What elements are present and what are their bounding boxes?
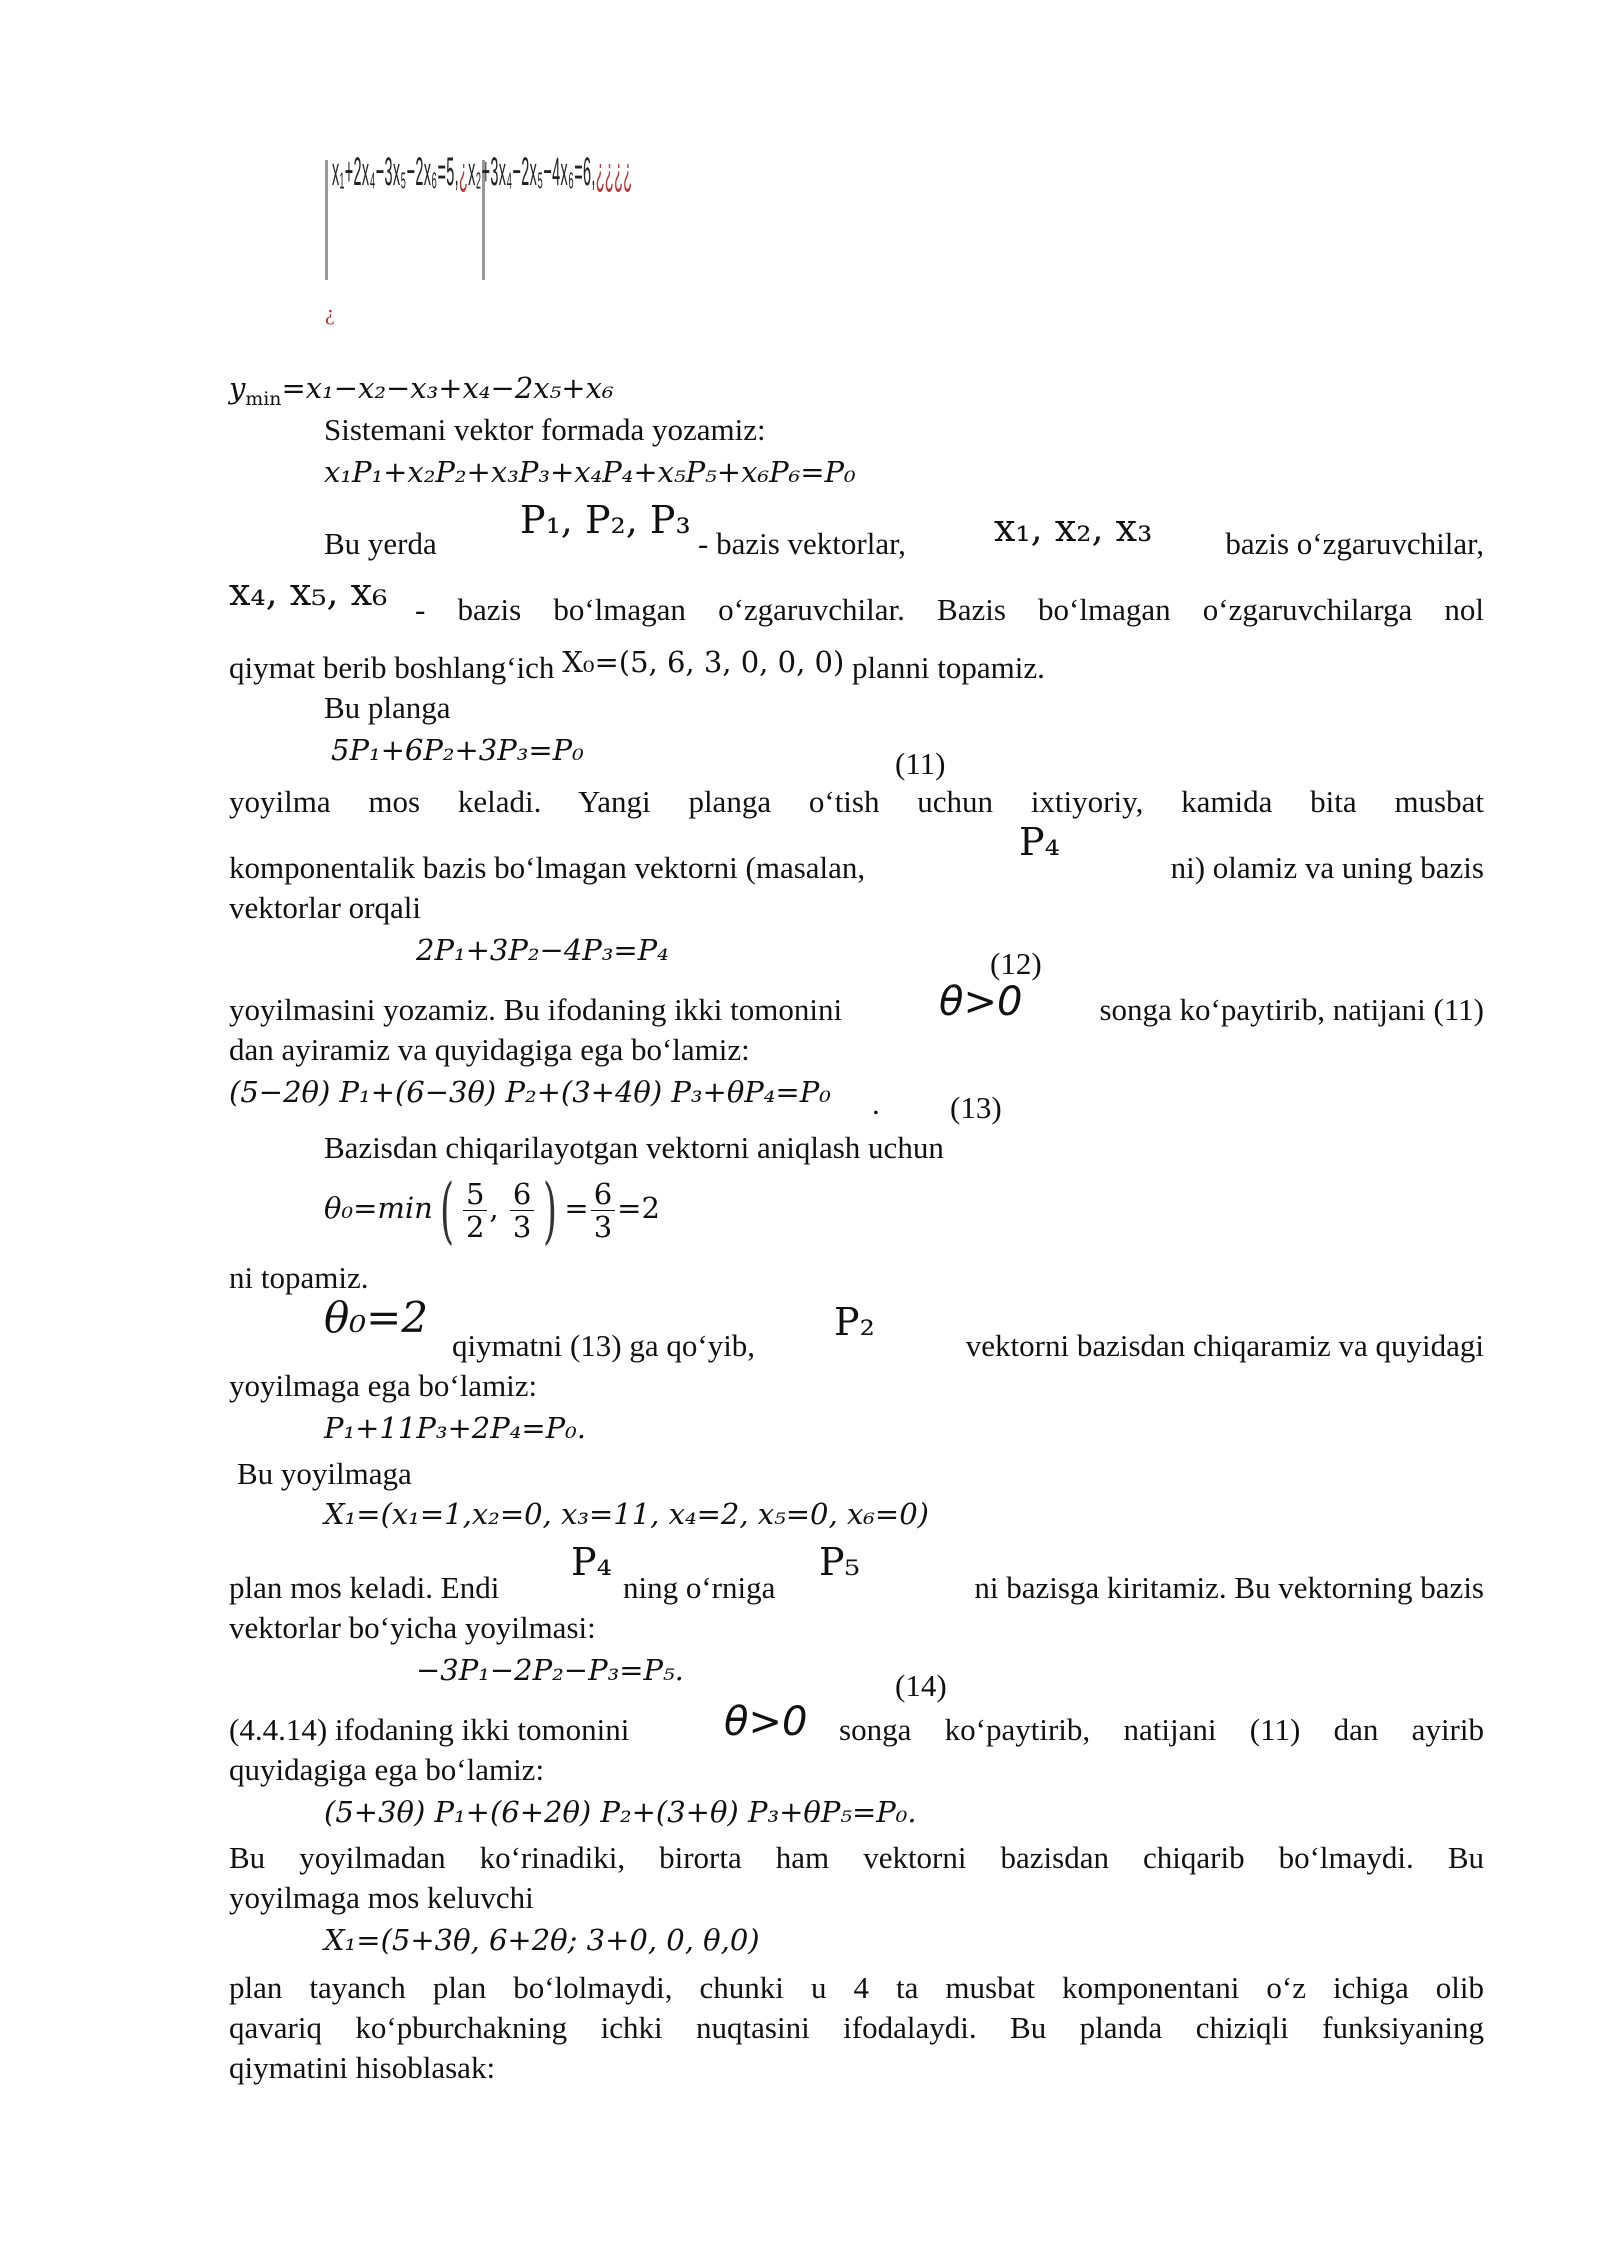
equation-x1b bbox=[324, 1920, 760, 1960]
paragraph-16 bbox=[229, 1540, 1484, 1608]
p4-text-b: planni topamiz. bbox=[852, 650, 1045, 685]
paragraph-22: plan tayanch plan bo‘lolmaydi, chunki u 4 ta musbat komponentani o‘z ichiga olib bbox=[229, 1970, 1484, 2005]
theta0-result: =2 bbox=[617, 1191, 660, 1225]
p9-theta: θ>0 bbox=[939, 979, 1023, 1025]
paragraph-24: qiymatini hisoblasak: bbox=[229, 2050, 496, 2085]
p7-text-b: ni) olamiz va uning bazis bbox=[1170, 850, 1484, 885]
p16-text-b: ning o‘rniga bbox=[623, 1570, 776, 1605]
equation-12-number: (12) bbox=[990, 946, 1042, 981]
p4-text-a: qiymat berib boshlang‘ich bbox=[229, 650, 555, 685]
p2-text-c: bazis o‘zgaruvchilar, bbox=[1225, 526, 1484, 561]
equation-x1 bbox=[324, 1494, 929, 1534]
paragraph-12: ni topamiz. bbox=[229, 1260, 369, 1295]
equation-14-number: (14) bbox=[895, 1668, 947, 1703]
paragraph-2 bbox=[324, 498, 1484, 564]
paragraph-10: dan ayiramiz va quyidagiga ega bo‘lamiz: bbox=[229, 1032, 750, 1067]
theta0-equals: = bbox=[564, 1191, 589, 1225]
objective-subscript: min bbox=[245, 388, 282, 410]
paragraph-9 bbox=[229, 979, 1484, 1030]
p18-theta: θ>0 bbox=[724, 1699, 808, 1745]
objective-symbol: y bbox=[229, 371, 246, 405]
fraction-1 bbox=[463, 1178, 487, 1243]
p16-vector-p5: P₅ bbox=[819, 1540, 860, 1584]
equation-13-number: (13) bbox=[950, 1090, 1002, 1125]
equation-15 bbox=[324, 1792, 917, 1832]
system-tail: ¿¿¿¿ bbox=[595, 150, 633, 194]
equation-11-number: (11) bbox=[895, 746, 946, 781]
equation-11-text: 5P₁+6P₂+3P₃=P₀ bbox=[331, 733, 584, 767]
p7-vector-p4: P₄ bbox=[1019, 820, 1060, 864]
system-line-2: x₂+3x₄−2x₅−4x₆=6, bbox=[468, 150, 596, 194]
paragraph-23: qavariq ko‘pburchakning ichki nuqtasini ifodalaydi. Bu planda chiziqli funksiyaning bbox=[229, 2010, 1484, 2045]
paragraph-1: Sistemani vektor formada yozamiz: bbox=[324, 412, 766, 447]
paragraph-8: vektorlar orqali bbox=[229, 890, 421, 925]
p13-vector-p2: P₂ bbox=[834, 1300, 875, 1344]
objective-rhs: =x₁−x₂−x₃+x₄−2x₅+x₆ bbox=[281, 371, 614, 405]
paragraph-19: quyidagiga ega bo‘lamiz: bbox=[229, 1752, 545, 1787]
equation-13 bbox=[229, 1072, 831, 1112]
fraction-1-num: 5 bbox=[463, 1178, 487, 1211]
equation-system bbox=[332, 150, 632, 195]
system-separator: ¿ bbox=[458, 150, 469, 194]
p3-text: - bazis bo‘lmagan o‘zgaruvchilar. Bazis bo‘lmagan o‘zgaruvchilarga nol bbox=[415, 592, 1484, 627]
fraction-2 bbox=[510, 1178, 534, 1243]
p2-basis-vars: x₁, x₂, x₃ bbox=[994, 506, 1153, 550]
p4-initial-plan: X₀=(5, 6, 3, 0, 0, 0) bbox=[562, 645, 845, 679]
p18-text-a: (4.4.14) ifodaning ikki tomonini bbox=[229, 1712, 630, 1747]
paragraph-20: Bu yoyilmadan ko‘rinadiki, birorta ham vektorni bazisdan chiqarib bo‘lmaydi. Bu bbox=[229, 1840, 1484, 1875]
p9-text-a: yoyilmasini yozamiz. Bu ifodaning ikki tomonini bbox=[229, 992, 843, 1027]
paragraph-18 bbox=[229, 1699, 1484, 1750]
equation-11 bbox=[331, 730, 584, 770]
paragraph-17: vektorlar bo‘yicha yoyilmasi: bbox=[229, 1610, 596, 1645]
system-curl: ¿ bbox=[325, 300, 335, 325]
p16-text-c: ni bazisga kiritamiz. Bu vektorning bazis bbox=[974, 1570, 1484, 1605]
p2-basis-vectors: P₁, P₂, P₃ bbox=[520, 498, 691, 542]
equation-x1-text: X₁=(x₁=1,x₂=0, x₃=11, x₄=2, x₅=0, x₆=0) bbox=[324, 1497, 929, 1531]
p9-text-b: songa ko‘paytirib, natijani (11) bbox=[1099, 992, 1484, 1027]
equation-14 bbox=[416, 1650, 684, 1690]
p13-text-a: qiymatni (13) ga qo‘yib, bbox=[452, 1328, 756, 1363]
p3-nonbasis-vars: x₄, x₅, x₆ bbox=[229, 570, 388, 614]
paren-close: ) bbox=[543, 1168, 558, 1252]
equation-x1b-text: X₁=(5+3θ, 6+2θ; 3+0, 0, θ,0) bbox=[324, 1923, 760, 1957]
paragraph-15: Bu yoyilmaga bbox=[237, 1456, 412, 1491]
equation-15-text: (5+3θ) P₁+(6+2θ) P₂+(3+θ) P₃+θP₅=P₀. bbox=[324, 1795, 917, 1829]
equation-12 bbox=[416, 930, 669, 970]
fraction-3 bbox=[591, 1178, 615, 1243]
system-brace-left bbox=[325, 160, 328, 280]
fraction-3-den: 3 bbox=[593, 1209, 613, 1244]
paragraph-7 bbox=[229, 820, 1484, 888]
paren-open: ( bbox=[439, 1168, 454, 1252]
vector-equation-text: x₁P₁+x₂P₂+x₃P₃+x₄P₄+x₅P₅+x₆P₆=P₀ bbox=[324, 455, 856, 489]
equation-13-dot: . bbox=[872, 1086, 880, 1121]
equation-13-text: (5−2θ) P₁+(6−3θ) P₂+(3+4θ) P₃+θP₄=P₀ bbox=[229, 1075, 831, 1109]
system-line-1: x₁+2x₄−3x₅−2x₆=5, bbox=[332, 150, 459, 194]
fraction-3-num: 6 bbox=[591, 1178, 615, 1211]
p18-text-b: songa ko‘paytirib, natijani (11) dan ayirib bbox=[839, 1712, 1484, 1747]
p16-text-a: plan mos keladi. Endi bbox=[229, 1570, 500, 1605]
p7-text-a: komponentalik bazis bo‘lmagan vektorni (masalan, bbox=[229, 850, 866, 885]
equation-14-text: −3P₁−2P₂−P₃=P₅. bbox=[416, 1653, 684, 1687]
p2-text-b: - bazis vektorlar, bbox=[698, 526, 906, 561]
paragraph-5: Bu planga bbox=[324, 690, 451, 725]
paragraph-14: yoyilmaga ega bo‘lamiz: bbox=[229, 1368, 538, 1403]
theta0-lhs: θ₀=min bbox=[324, 1191, 433, 1225]
equation-a bbox=[324, 1408, 586, 1448]
equation-a-text: P₁+11P₃+2P₄=P₀. bbox=[324, 1411, 587, 1445]
paragraph-21: yoyilmaga mos keluvchi bbox=[229, 1880, 534, 1915]
paragraph-6: yoyilma mos keladi. Yangi planga o‘tish uchun ixtiyoriy, kamida bita musbat bbox=[229, 784, 1484, 819]
theta0-comma: , bbox=[489, 1191, 499, 1225]
p13-text-b: vektorni bazisdan chiqaramiz va quyidagi bbox=[965, 1328, 1484, 1363]
fraction-2-den: 3 bbox=[512, 1209, 532, 1244]
paragraph-11: Bazisdan chiqarilayotgan vektorni aniqlash uchun bbox=[324, 1130, 944, 1165]
fraction-1-den: 2 bbox=[465, 1209, 485, 1244]
p13-theta0: θ₀=2 bbox=[324, 1293, 429, 1342]
paragraph-4 bbox=[229, 645, 1045, 688]
equation-12-text: 2P₁+3P₂−4P₃=P₄ bbox=[416, 933, 669, 967]
theta0-equation bbox=[324, 1168, 660, 1252]
p16-vector-p4: P₄ bbox=[571, 1540, 612, 1584]
vector-equation bbox=[324, 452, 856, 492]
p2-text-a: Bu yerda bbox=[324, 526, 437, 561]
fraction-2-num: 6 bbox=[510, 1178, 534, 1211]
